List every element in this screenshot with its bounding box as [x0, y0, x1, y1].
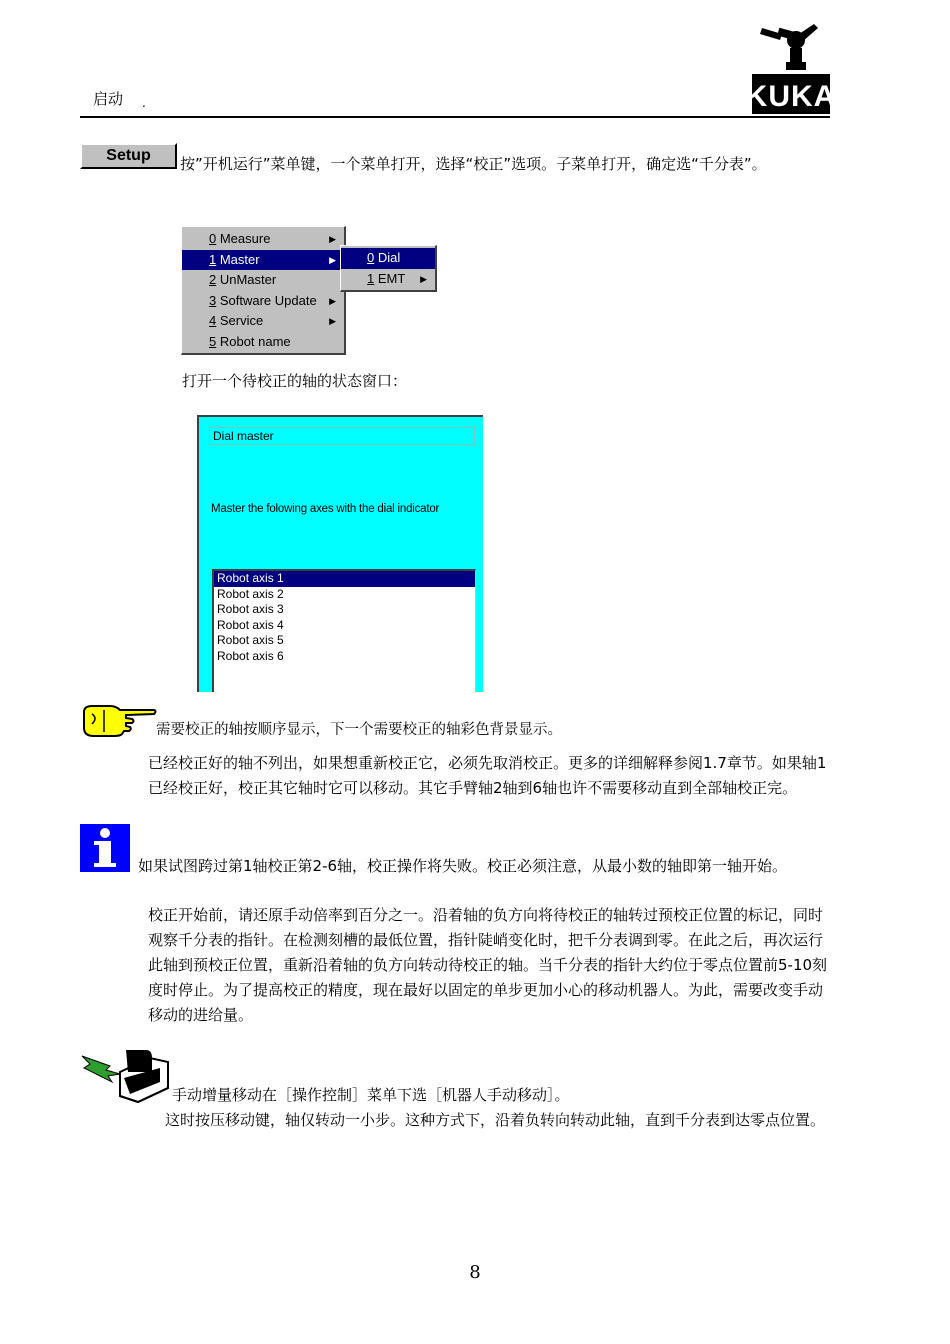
- master-submenu: [340, 245, 437, 292]
- axis-list-item[interactable]: Robot axis 1: [214, 571, 475, 587]
- submenu-arrow-icon: ▶: [329, 254, 336, 265]
- setup-menu: [181, 226, 346, 355]
- dial-window-message: Master the folowing axes with the dial indicator: [211, 503, 440, 515]
- axis-list-item[interactable]: Robot axis 4: [217, 617, 284, 632]
- axis-list[interactable]: [212, 569, 476, 692]
- kuka-logo: [745, 18, 837, 114]
- header-rule: [80, 116, 830, 118]
- axis-list-item[interactable]: Robot axis 5: [217, 633, 284, 648]
- menu-item-service[interactable]: 4 Service ▶: [182, 311, 344, 332]
- section-title: 启动: [93, 90, 124, 108]
- header-dot: .: [142, 96, 146, 110]
- menu-item-master[interactable]: 1 Master ▶: [182, 250, 344, 271]
- axis-list-item[interactable]: Robot axis 2: [217, 586, 284, 601]
- dial-window-title: Dial master: [209, 427, 475, 445]
- submenu-arrow-icon: ▶: [329, 295, 336, 306]
- info-icon: [80, 824, 130, 872]
- jog-text: 手动增量移动在［操作控制］菜单下选［机器人手动移动］。: [172, 1086, 570, 1104]
- hint-detail-text: 已经校正好的轴不列出，如果想重新校正它，必须先取消校正。更多的详细解释参阅1.7章节。如果轴1已经校正好，校正其它轴时它可以移动。其它手臂轴2轴到6轴也许不需要移动直到全部轴校正完。: [148, 754, 827, 797]
- axis-list-item[interactable]: Robot axis 6: [217, 648, 284, 663]
- menu-item-robot-name[interactable]: 5 Robot name: [209, 333, 291, 349]
- dial-master-window: [197, 415, 483, 692]
- submenu-arrow-icon: ▶: [329, 234, 336, 244]
- submenu-item-dial[interactable]: 0 Dial: [341, 248, 435, 269]
- setup-button[interactable]: Setup: [80, 143, 177, 169]
- info-text: 如果试图跨过第1轴校正第2-6轴，校正操作将失败。校正必须注意，从最小数的轴即第一轴开始。: [138, 857, 788, 875]
- pointing-hand-icon: [80, 702, 158, 738]
- step-1-text: 按”开机运行”菜单键，一个菜单打开，选择“校正”选项。子菜单打开，确定选“千分表”。: [180, 155, 767, 173]
- book-arrow-icon: [80, 1048, 172, 1104]
- submenu-arrow-icon: ▶: [329, 316, 336, 326]
- axis-list-item[interactable]: Robot axis 3: [217, 602, 284, 617]
- step-2-text: 打开一个待校正的轴的状态窗口：: [182, 372, 408, 390]
- logo-text: KUKA: [745, 80, 837, 113]
- jog-detail-text: 这时按压移动键，轴仅转动一小步。这种方式下，沿着负转向转动此轴，直到千分表到达零点位置。: [165, 1111, 826, 1129]
- menu-item-measure[interactable]: 0 Measure ▶: [182, 229, 344, 250]
- submenu-item-emt[interactable]: 1 EMT ▶: [341, 269, 435, 290]
- menu-item-unmaster[interactable]: 2 UnMaster: [209, 272, 277, 287]
- submenu-arrow-icon: ▶: [420, 273, 427, 284]
- hint-text: 需要校正的轴按顺序显示，下一个需要校正的轴彩色背景显示。: [156, 722, 562, 738]
- menu-item-software-update[interactable]: 3 Software Update ▶: [182, 291, 344, 312]
- page-number: 8: [469, 1262, 481, 1283]
- procedure-text: 校正开始前，请还原手动倍率到百分之一。沿着轴的负方向将待校正的轴转过预校正位置的标记，同时观察千分表的指针。在检测刻槽的最低位置，指针陡峭变化时，把千分表调到零。在此之后，再次运行此轴到预校正位置，重新沿着轴的负方向转动待校正的轴。当千分表的指针大约位于零点位置前5-10刻度时停止。为了提高校正的精度，现在最好以固定的单步更加小心的移动机器人。为此，需要改变手动移动的进给量。: [148, 906, 828, 1024]
